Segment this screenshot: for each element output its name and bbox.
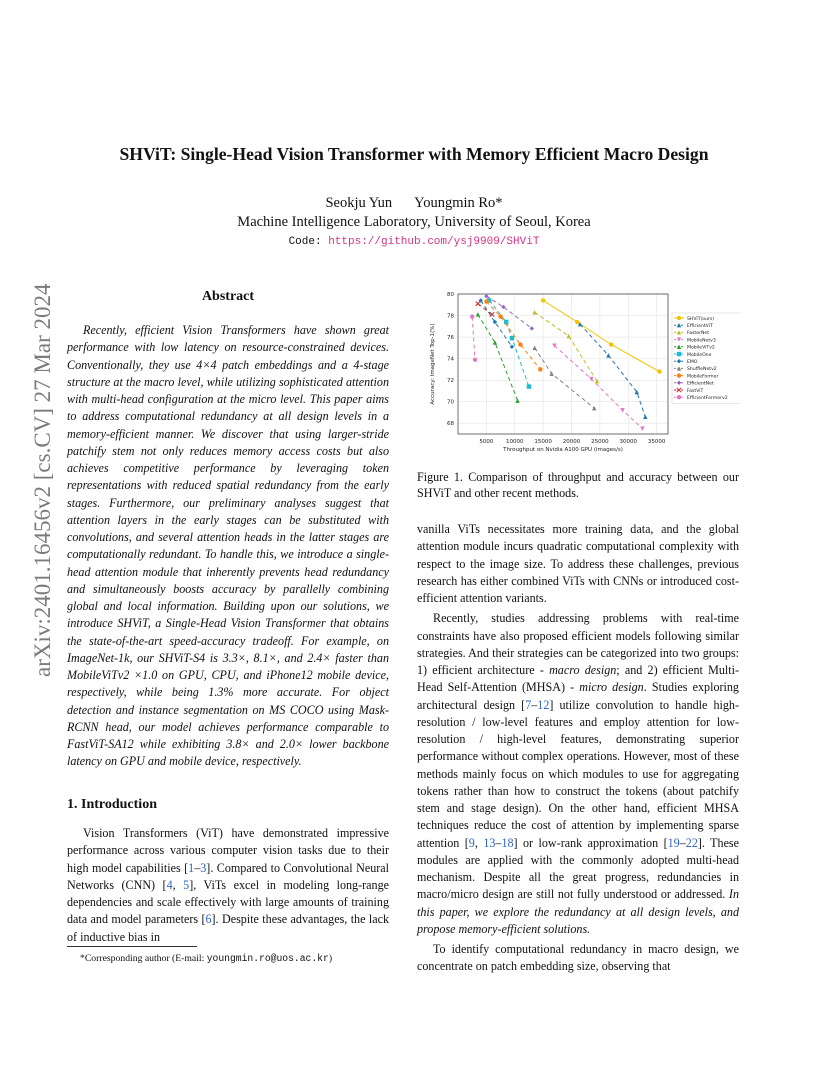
series-line	[478, 314, 518, 400]
data-point	[515, 398, 519, 402]
text-span: Vision Transformers (ViT) have demonstrated impressive performance across various computer vision tasks due to their high model capabilities [	[67, 826, 389, 875]
y-tick-label: 70	[447, 399, 454, 406]
legend-label: FastViT	[687, 388, 704, 394]
data-point	[484, 299, 488, 303]
text-span: ,	[474, 835, 484, 850]
series-line	[543, 300, 659, 371]
text-span: ] utilize convolution to handle high-resolution / low-level features and employ attention for low-resolution / high-level features, demonstrating superior performance without complex operations. However, most of these methods mainly focus on which modules to use for aggregating tokens rather than how to construct the tokens (about patchify stem and stage design). On the other hand, efficient MHSA techniques reduce the cost of attention by implementing sparse attention [	[417, 697, 739, 850]
series-line	[535, 348, 595, 408]
text-span: ]. These modules are applied with the commonly adopted multi-head mechanism. Despite all the great progress, redundancies in macro/micro design are still not fully understood or addressed.	[417, 835, 740, 902]
data-point	[620, 408, 624, 412]
citation-link[interactable]: 5	[183, 877, 190, 892]
paragraph	[417, 610, 739, 938]
arxiv-id: arXiv:2401.16456v2 [cs.CV] 27 Mar 2024	[30, 283, 55, 677]
citation-link[interactable]: 9	[468, 835, 475, 850]
footnote-email: youngmin.ro@uos.ac.kr	[206, 953, 329, 964]
x-axis-label: Throughput on Nvidia A100 GPU (images/s)	[503, 447, 623, 453]
paper-title: SHViT: Single-Head Vision Transformer with Memory Efficient Macro Design	[119, 144, 709, 164]
data-point	[470, 314, 474, 318]
code-label: Code:	[288, 236, 329, 248]
series-line	[580, 324, 645, 417]
data-point	[657, 369, 661, 373]
data-point	[677, 316, 681, 320]
citation-link[interactable]: 4	[166, 877, 173, 892]
text-span: micro design	[579, 680, 644, 695]
data-point	[643, 415, 647, 419]
data-point	[677, 395, 681, 399]
text-span: –	[194, 860, 201, 875]
text-span: In this paper, we explore the redundancy at all design levels, and propose memory-efficient solutions.	[417, 887, 739, 936]
data-point	[498, 314, 502, 318]
text-span: ], ViTs excel in modeling long-range dependencies and scale effectively with large amounts of training data and model parameters [	[67, 877, 389, 927]
text-span: –	[495, 835, 502, 850]
legend-label: ShuffleNetv2	[687, 367, 717, 373]
data-point	[530, 326, 534, 330]
data-point	[532, 346, 536, 350]
legend-label: EMO	[687, 360, 698, 365]
data-point	[504, 320, 508, 324]
affiliation: Machine Intelligence Laboratory, University of Seoul, Korea	[237, 214, 591, 230]
author-2: Youngmin Ro*	[414, 195, 503, 211]
figure-caption: Figure 1. Comparison of throughput and accuracy between our SHViT and other recent methods.	[417, 470, 739, 500]
data-point	[538, 367, 542, 371]
text-span: . Studies exploring architectural design [	[417, 680, 739, 712]
y-tick-label: 80	[447, 292, 454, 298]
legend-label: EfficientViT	[687, 324, 713, 329]
data-point	[532, 310, 536, 314]
data-point	[510, 345, 514, 349]
abstract-text: Recently, efficient Vision Transformers have shown great performance with low latency on resource-constrained devices. Conventionally, they use 4×4 patch embeddings and a 4-stage structure at the macro level, while utilizing sophisticated attention with multi-head configuration at the micro level. This paper aims to address computational redundancy at all design levels in a memory-efficient manner. We discover that using larger-stride patchify stem not only reduces memory access costs but also achieves competitive performance by leveraging token representations with reduced spatial redundancy from the early stages. Furthermore, our preliminary analyses suggest that attention layers in the early stages can be substituted with convolutions, and several attention heads in the latter stages are computationally redundant. To handle this, we introduce a single-head attention module that inherently prevents head redundancy and simultaneously boosts accuracy by parallelly combining global and local information. Building upon our solutions, we introduce SHViT, a Single-Head Vision Transformer that obtains the state-of-the-art speed-accuracy tradeoff. For example, on ImageNet-1k, our SHViT-S4 is 3.3×, 8.1×, and 2.4× faster than MobileViTv2 ×1.0 on GPU, CPU, and iPhone12 mobile device, respectively, while being 1.3% more accurate. For object detection and instance segmentation on MS COCO using Mask-RCNN head, our model achieves performance comparable to FastViT-SA12 while exhibiting 3.8× and 2.0× lower backbone latency on GPU and mobile device, respectively.	[67, 323, 389, 769]
text-span: ,	[172, 877, 184, 892]
citation-link[interactable]: 13	[483, 835, 496, 850]
arxiv-sidebar	[10, 282, 55, 677]
intro-heading: 1. Introduction	[67, 797, 157, 812]
y-tick-label: 68	[447, 421, 454, 428]
author-1: Seokju Yun	[325, 195, 393, 211]
text-span: ] or low-rank approximation [	[513, 835, 668, 850]
x-tick-label: 25000	[591, 439, 609, 445]
data-point	[473, 357, 477, 361]
footnote-rule	[67, 946, 197, 947]
data-point	[640, 426, 644, 430]
paragraph: To identify computational redundancy in macro design, we concentrate on patch embedding size, observing that	[417, 942, 739, 974]
data-point	[510, 336, 514, 340]
legend-label: EfficientNet	[687, 381, 714, 387]
legend-label: SHViT(ours)	[687, 316, 715, 322]
text-span: Recently, studies addressing problems with real-time constraints have also proposed efficient models following similar strategies. And their strategies can be categorized into two groups: 1) efficient architecture -	[417, 611, 739, 677]
y-tick-label: 74	[447, 356, 454, 363]
x-tick-label: 15000	[534, 439, 552, 445]
data-point	[606, 353, 610, 357]
x-tick-label: 5000	[479, 439, 494, 445]
data-point	[476, 301, 480, 305]
paragraph: vanilla ViTs necessitates more training data, and the global attention module incurs quadratic computational complexity with respect to the image size. To address these challenges, previous research has either combined ViTs with CNNs or introduced cost-efficient attention variants.	[417, 522, 739, 605]
x-tick-label: 10000	[506, 439, 524, 445]
text-span: macro design	[549, 663, 617, 677]
citation-link[interactable]: 12	[537, 697, 550, 712]
text-span: –	[531, 697, 538, 712]
data-point	[527, 384, 531, 388]
data-point	[518, 342, 522, 346]
citation-link[interactable]: 7	[525, 697, 532, 712]
x-tick-label: 30000	[619, 439, 638, 445]
series-line	[472, 317, 475, 360]
figure-1-chart	[420, 288, 740, 460]
legend-label: MobileOne	[687, 352, 712, 358]
series-line	[486, 302, 540, 370]
footnote-close: )	[328, 953, 333, 964]
abstract-heading: Abstract	[201, 289, 255, 304]
data-point	[541, 298, 545, 302]
plot-frame	[458, 294, 668, 434]
legend-label: MobileFormer	[687, 374, 719, 380]
intro-text	[67, 825, 389, 946]
y-tick-label: 76	[447, 335, 454, 342]
text-span: ]. Compared to Convolutional Neural Networks (CNN) [	[67, 860, 389, 892]
citation-link[interactable]: 18	[501, 835, 514, 850]
data-point	[677, 373, 681, 377]
code-link[interactable]: https://github.com/ysj9909/SHViT	[328, 236, 540, 248]
legend-label: EfficientFormerv2	[687, 396, 728, 401]
y-axis-label: Accuracy: ImageNet Top-1(%)	[430, 323, 436, 405]
text-span: ]. Despite these advantages, the lack of inductive bias in	[67, 912, 389, 944]
data-point	[476, 312, 480, 316]
citation-link[interactable]: 1	[188, 860, 195, 875]
y-tick-label: 72	[447, 378, 454, 385]
right-column-text	[417, 521, 739, 976]
data-point	[575, 320, 579, 324]
footnote-text: *Corresponding author (E-mail:	[80, 953, 207, 964]
text-span: ; and 2) efficient Multi-Head Self-Attention (MHSA) -	[417, 663, 739, 695]
x-tick-label: 20000	[562, 439, 581, 445]
data-point	[493, 340, 497, 344]
legend-label: FasterNet	[687, 331, 710, 337]
legend-label: MobileViTv2	[687, 345, 715, 351]
legend-label: MobileNetv3	[687, 338, 716, 344]
authors	[0, 195, 828, 212]
data-point	[609, 342, 613, 346]
footnote	[80, 953, 332, 964]
data-point	[592, 406, 596, 410]
code-line	[0, 236, 828, 248]
x-tick-label: 35000	[647, 439, 666, 445]
citation-link[interactable]: 6	[205, 912, 212, 927]
series-line	[535, 312, 597, 381]
citation-link[interactable]: 19	[667, 835, 680, 850]
text-span: –	[679, 835, 686, 850]
citation-link[interactable]: 22	[685, 835, 698, 850]
series-line	[486, 296, 531, 328]
data-point	[677, 352, 681, 356]
data-point	[566, 334, 570, 338]
citation-link[interactable]: 3	[200, 860, 207, 875]
y-tick-label: 78	[447, 313, 454, 320]
